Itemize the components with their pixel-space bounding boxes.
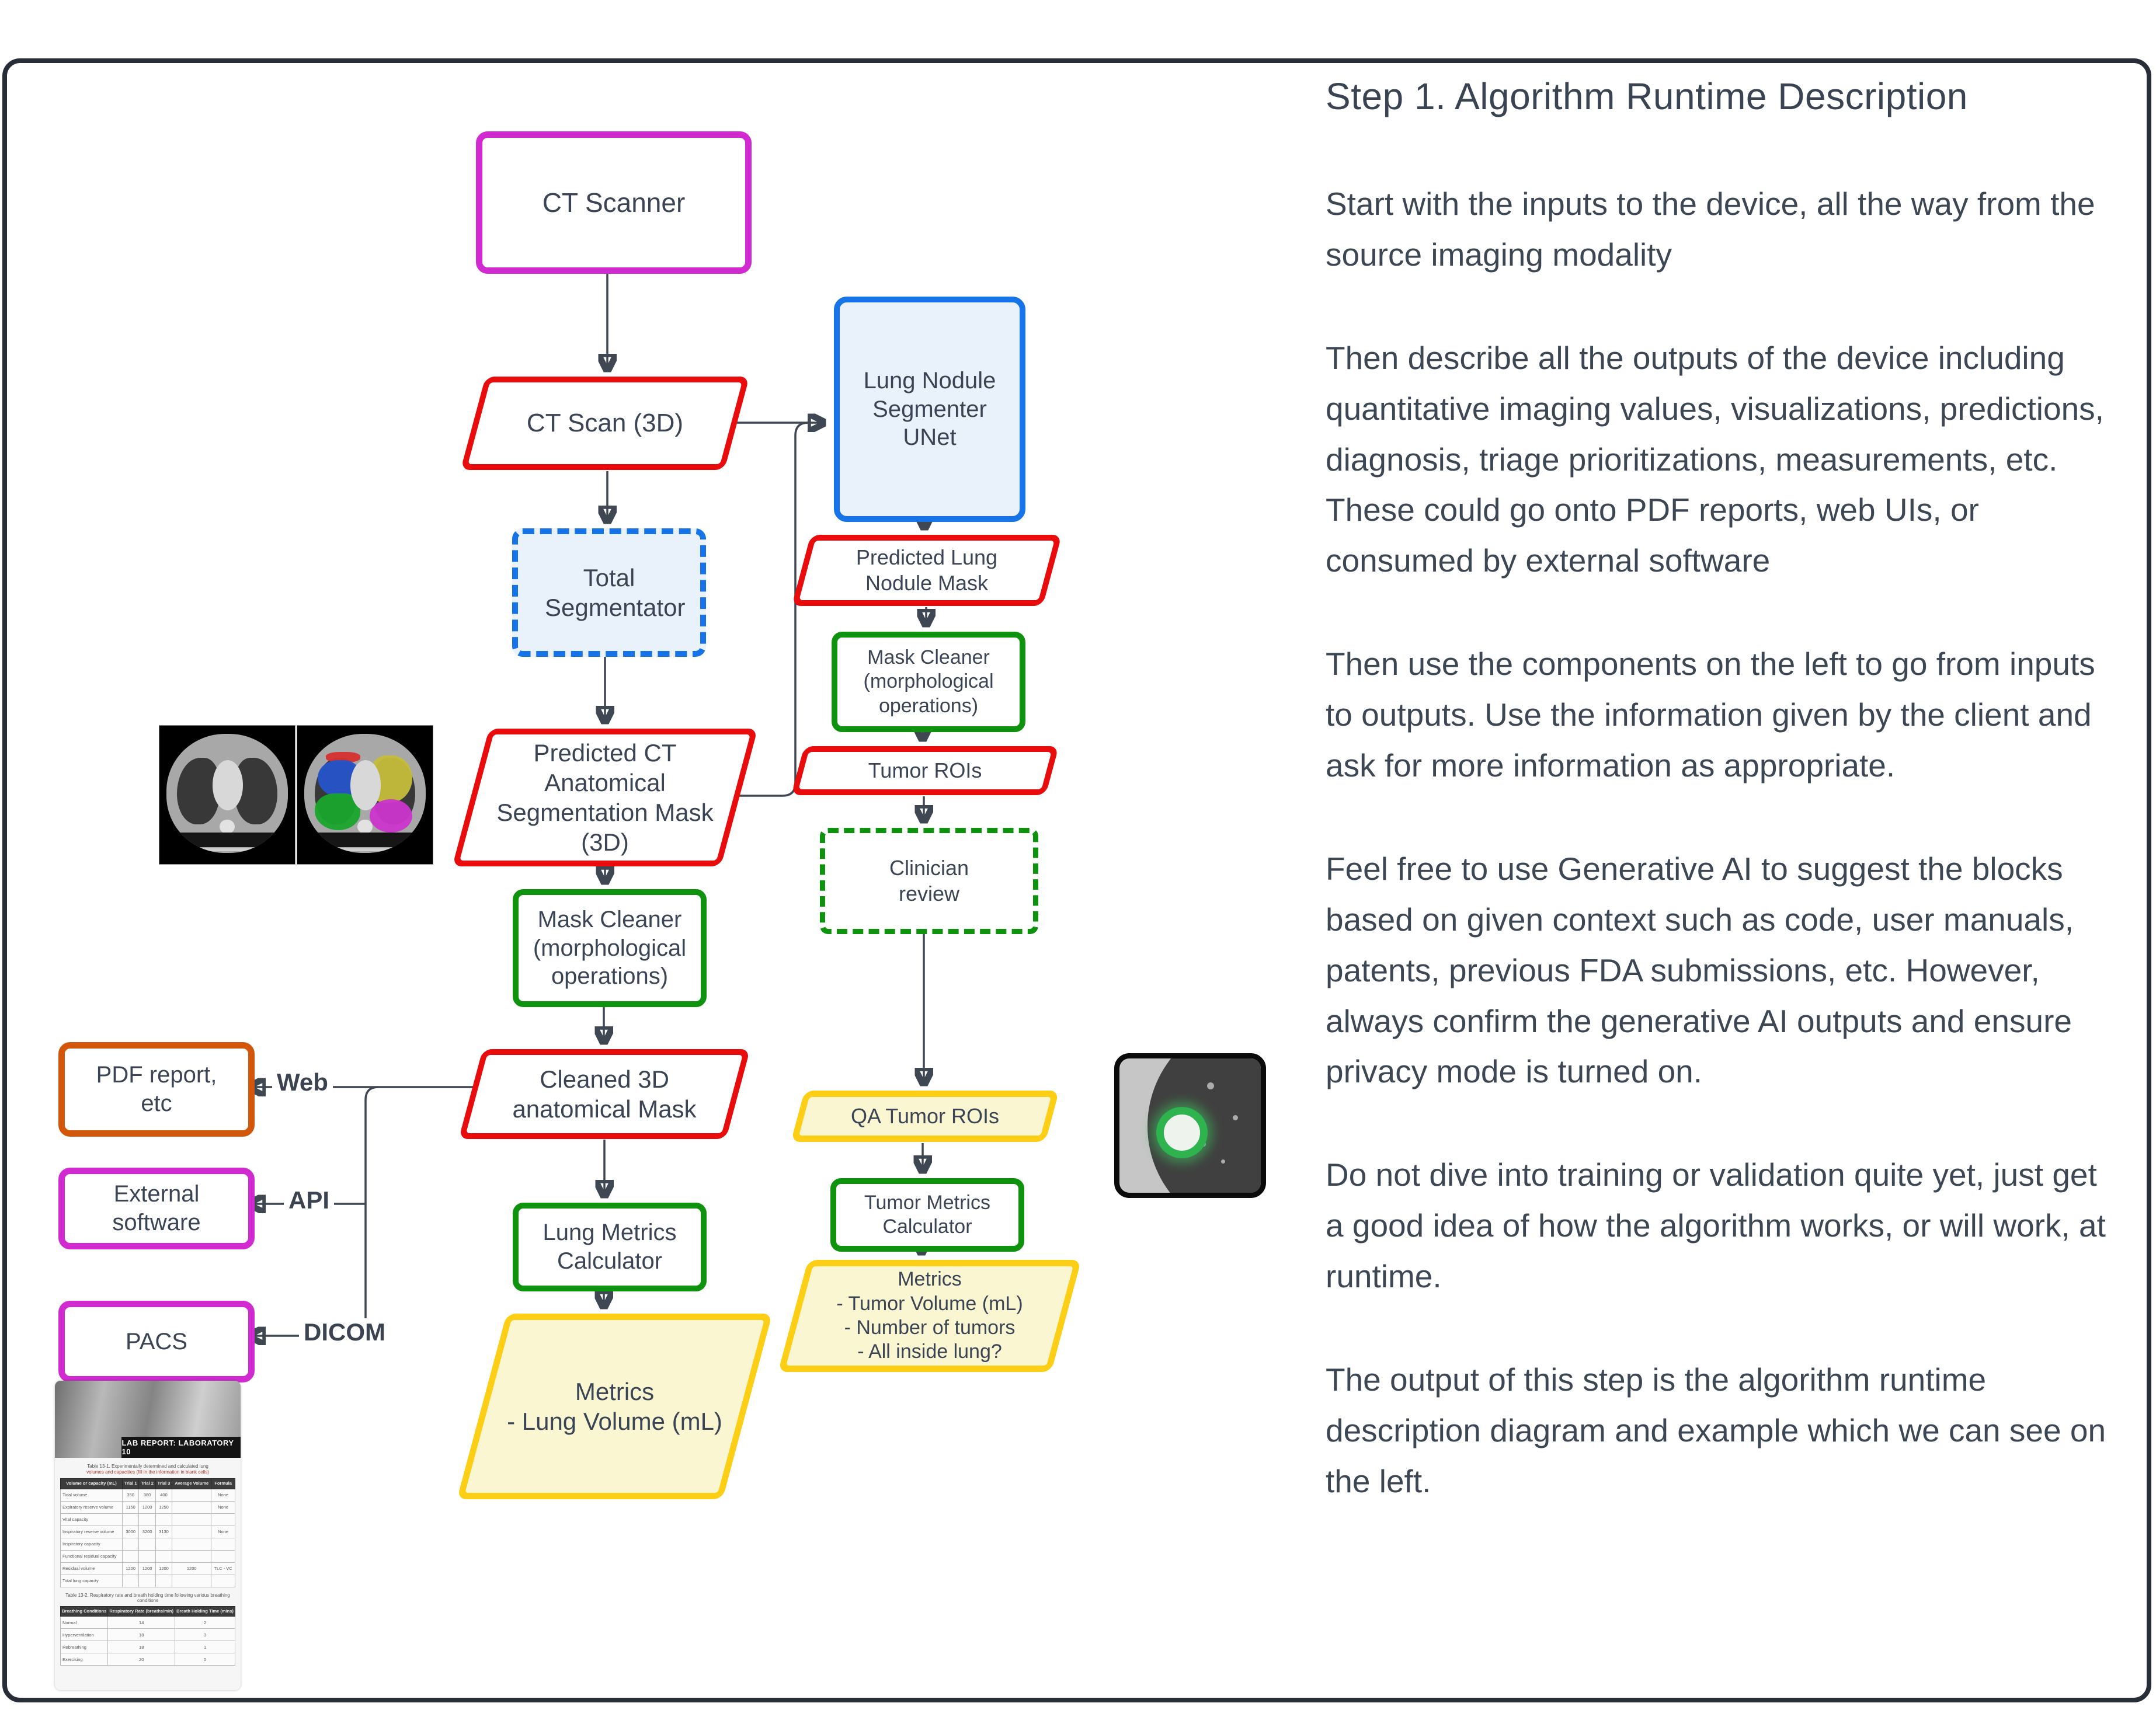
node-pdf-report xyxy=(58,1042,255,1137)
table-row: Total lung capacity xyxy=(61,1575,235,1587)
node-total-segmentator-label: Total Segmentator xyxy=(545,563,686,621)
node-qa-tumor-rois xyxy=(798,1091,1052,1142)
table-row: Exercising 20 0 xyxy=(61,1653,235,1666)
node-external-software xyxy=(58,1168,255,1249)
node-metrics-tumor xyxy=(793,1260,1066,1372)
lab-report-caption-2: Table 13-2. Respiratory rate and breath holding time following various breathing conditions xyxy=(65,1592,230,1603)
node-predicted-lung-nodule-mask-label: Predicted Lung Nodule Mask xyxy=(856,545,998,595)
table-header-cell: Respiratory Rate (breaths/min) xyxy=(108,1606,175,1617)
edge-label-web-text: Web xyxy=(277,1068,328,1096)
description-paragraph: Start with the inputs to the device, all the way from the source imaging modality xyxy=(1326,186,2095,273)
metrics-line: - Tumor Volume (mL) xyxy=(836,1292,1023,1315)
description-paragraph: The output of this step is the algorithm runtime description diagram and example which we can see on the left. xyxy=(1326,1361,2106,1499)
edge-label-dicom-text: DICOM xyxy=(304,1318,385,1346)
lab-report-volumes-table xyxy=(60,1478,235,1587)
page-title: Step 1. Algorithm Runtime Description xyxy=(1326,75,1968,117)
node-lung-nodule-segmenter-unet-label: Lung Nodule Segmenter UNet xyxy=(863,367,996,451)
segmented-nodule-ring xyxy=(1156,1107,1208,1158)
edge-label-web xyxy=(272,1068,333,1096)
lab-report-caption: Table 13-1. Experimentally determined and calculated lung xyxy=(87,1464,208,1469)
ct-axial-image xyxy=(159,725,295,865)
description-panel xyxy=(1326,75,2115,1559)
node-total-segmentator xyxy=(512,528,706,657)
node-clinician-review xyxy=(820,828,1038,934)
node-pacs xyxy=(58,1301,255,1382)
table-header-cell: Formula xyxy=(211,1479,235,1489)
table-header-cell: Trial 3 xyxy=(155,1479,172,1489)
table-header-cell: Trial 2 xyxy=(139,1479,155,1489)
ct-body-ellipse xyxy=(304,734,426,853)
node-ct-scan-3d xyxy=(473,377,737,470)
node-tumor-metrics-calculator xyxy=(830,1178,1024,1252)
node-metrics-tumor-label xyxy=(836,1267,1023,1364)
table-row: Vital capacity xyxy=(61,1513,235,1526)
node-lung-metrics-calculator xyxy=(513,1203,707,1291)
node-metrics-lung-label xyxy=(507,1377,722,1436)
node-mask-cleaner-right xyxy=(832,632,1025,732)
lab-report-title: LAB REPORT: LABORATORY 10 xyxy=(121,1437,241,1458)
description-paragraphs xyxy=(1326,179,2115,1507)
lab-report-breathing-table xyxy=(60,1606,235,1666)
table-header-cell: Breath Holding Time (mins) xyxy=(175,1606,235,1617)
table-row: Hyperventilation 18 3 xyxy=(61,1629,235,1641)
node-ct-scanner xyxy=(476,131,752,274)
node-tumor-rois-label: Tumor ROIs xyxy=(868,758,982,783)
node-pacs-label: PACS xyxy=(126,1328,187,1354)
metrics-line: Metrics xyxy=(898,1268,962,1291)
node-ct-scanner-label: CT Scanner xyxy=(542,187,686,218)
table-header-cell: Volume or capacity (mL) xyxy=(61,1479,123,1489)
node-predicted-lung-nodule-mask xyxy=(801,535,1052,606)
table-row: Normal 14 2 xyxy=(61,1617,235,1629)
description-paragraph: Then use the components on the left to go from inputs to outputs. Use the information given by the client and ask for more information as appropriate. xyxy=(1326,646,2095,784)
description-paragraph: Feel free to use Generative AI to suggest the blocks based on given context such as code, user manuals, patents, previous FDA submissions, etc. However, always confirm the generative AI outputs and ensure privacy mode is turned on. xyxy=(1326,850,2074,1090)
table-header-cell: Breathing Conditions xyxy=(61,1606,108,1617)
edge-label-api xyxy=(284,1186,334,1214)
node-lung-metrics-calculator-label: Lung Metrics Calculator xyxy=(543,1220,677,1274)
edge-label-api-text: API xyxy=(288,1186,330,1214)
metrics-line: - Number of tumors xyxy=(844,1317,1016,1339)
node-tumor-metrics-calculator-label: Tumor Metrics Calculator xyxy=(864,1191,990,1238)
lab-report-caption-red: volumes and capacities (fill in the information in blank cells) xyxy=(86,1469,209,1475)
table-row: Inspiratory reserve volume 3000 3200 3130 None xyxy=(61,1526,235,1538)
node-cleaned-3d-anatomical-mask xyxy=(471,1049,738,1139)
node-external-software-label: External software xyxy=(112,1181,201,1235)
node-tumor-rois xyxy=(798,746,1052,795)
ct-axial-segmented-image xyxy=(297,725,433,865)
node-lung-nodule-segmenter-unet xyxy=(834,297,1025,522)
lab-report-banner-image xyxy=(55,1381,241,1458)
edge-label-dicom xyxy=(299,1318,390,1346)
node-metrics-lung xyxy=(482,1314,747,1499)
node-qa-tumor-rois-label: QA Tumor ROIs xyxy=(850,1104,1000,1129)
table-row: Expiratory reserve volume 1150 1200 1250 None xyxy=(61,1501,235,1513)
metrics-line: - Lung Volume (mL) xyxy=(507,1408,722,1435)
metrics-line: - All inside lung? xyxy=(857,1340,1002,1363)
node-clinician-review-label: Clinician review xyxy=(889,856,969,906)
node-predicted-ct-anatomical-mask xyxy=(471,729,739,866)
node-mask-cleaner-right-label: Mask Cleaner (morphological operations) xyxy=(863,646,994,717)
table-row: Residual volume 1200 1200 1200 1200 TLC - VC xyxy=(61,1562,235,1575)
node-ct-scan-3d-label: CT Scan (3D) xyxy=(526,409,684,438)
node-mask-cleaner-left xyxy=(513,889,707,1007)
ct-body-ellipse xyxy=(166,734,288,853)
table-row: Rebreathing 18 1 xyxy=(61,1641,235,1653)
node-mask-cleaner-left-label: Mask Cleaner (morphological operations) xyxy=(533,906,687,990)
table-header-cell: Average Volume xyxy=(172,1479,211,1489)
node-predicted-ct-anatomical-mask-label: Predicted CT Anatomical Segmentation Mask (3D) xyxy=(496,739,714,856)
description-paragraph: Then describe all the outputs of the device including quantitative imaging values, visualizations, predictions, diagnosis, triage prioritizations, measurements, etc. These could go onto PDF reports, web UIs, or consumed by external software xyxy=(1326,339,2104,579)
lab-report-thumbnail xyxy=(55,1381,241,1690)
table-header-cell: Trial 1 xyxy=(122,1479,138,1489)
table-row: Tidal volume 350 380 400 None xyxy=(61,1489,235,1501)
table-row: Inspiratory capacity xyxy=(61,1538,235,1550)
table-row: Functional residual capacity xyxy=(61,1550,235,1562)
metrics-line: Metrics xyxy=(575,1377,655,1405)
description-paragraph: Do not dive into training or validation quite yet, just get a good idea of how the algorithm works, or will work, at runtime. xyxy=(1326,1157,2106,1295)
node-pdf-report-label: PDF report, etc xyxy=(96,1062,217,1116)
node-cleaned-3d-anatomical-mask-label: Cleaned 3D anatomical Mask xyxy=(512,1065,697,1123)
lung-nodule-patch-image xyxy=(1114,1053,1266,1198)
